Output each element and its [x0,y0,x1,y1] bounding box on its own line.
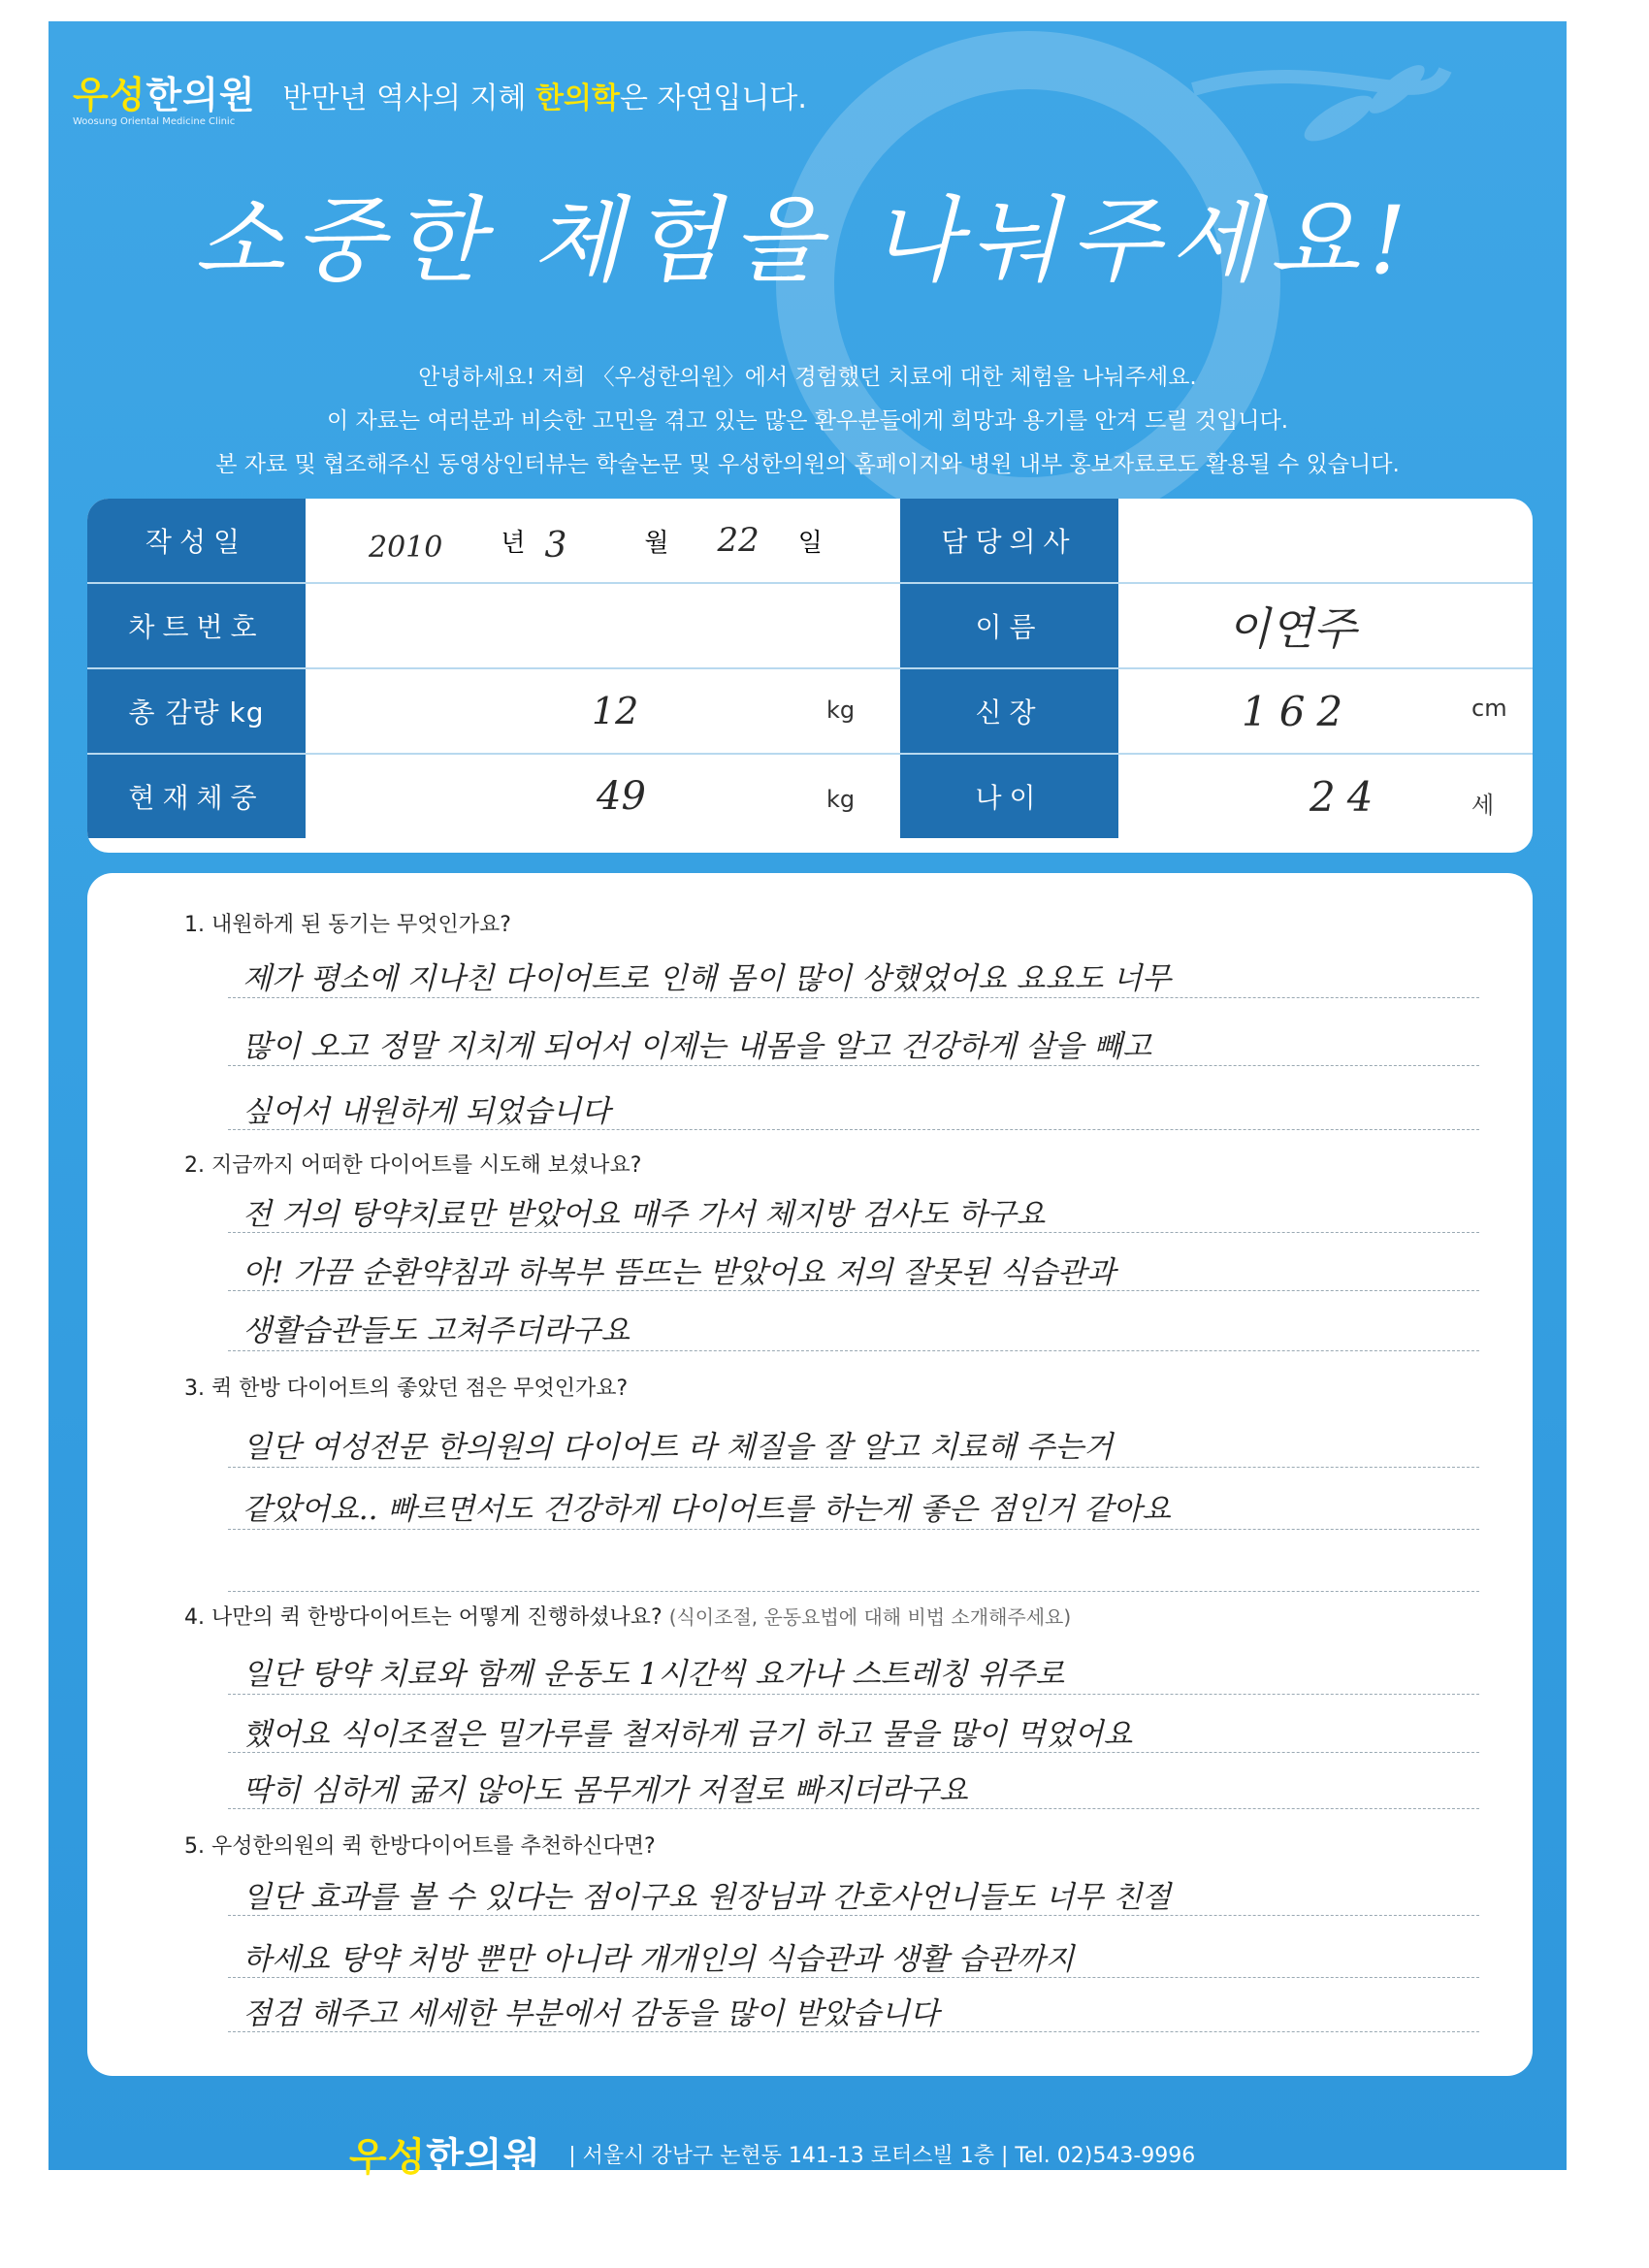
date-field[interactable]: 2010 년 3 월 22 일 [369,521,823,566]
answer-line[interactable]: 싶어서 내원하게 되었습니다 [242,1094,611,1129]
date-label: 작성일 [87,499,306,582]
answer-rule [228,997,1479,998]
answer-rule [228,1129,1479,1130]
answer-rule [228,1467,1479,1468]
answer-line[interactable]: 점검 해주고 세세한 부분에서 감동을 많이 받았습니다 [242,1996,939,2031]
intro-text [48,356,1567,487]
question-5: 5. 우성한의원의 퀵 한방다이어트를 추천하신다면? [184,1834,656,1859]
total-loss-label: 총 감량 kg [87,669,306,753]
height-field[interactable]: 162 [1242,687,1355,735]
footer [349,2126,1195,2182]
slogan: 반만년 역사의 지혜 한의학은 자연입니다. [282,81,807,115]
date-day: 22 [717,521,760,560]
question-2: 2. 지금까지 어떠한 다이어트를 시도해 보셨나요? [184,1153,642,1178]
footer-logo: 우성한의원 [349,2135,542,2180]
patient-info-table [87,499,1533,853]
logo-subtitle: Woosung Oriental Medicine Clinic [73,116,236,127]
intro-line: 안녕하세요! 저희 〈우성한의원〉에서 경험했던 치료에 대한 체험을 나눠주세요. [418,365,1197,390]
current-weight-label: 현재체중 [87,755,306,838]
info-row: 현재체중 49 kg 나이 24 세 [87,755,1533,838]
question-4: 4. 나만의 퀵 한방다이어트는 어떻게 진행하셨나요? (식이조절, 운동요법에 대해 비법 소개해주세요) [184,1605,1072,1630]
current-weight-field[interactable]: 49 [597,774,646,819]
name-field[interactable]: 이연주 [1227,602,1357,655]
answer-rule [228,1808,1479,1809]
answer-line[interactable]: 일단 여성전문 한의원의 다이어트 라 체질을 잘 알고 치료해 주는거 [242,1430,1114,1465]
answer-line[interactable]: 하세요 탕약 처방 뿐만 아니라 개개인의 식습관과 생활 습관까지 [242,1942,1075,1977]
answer-line[interactable]: 일단 탕약 치료와 함께 운동도 1시간씩 요가나 스트레칭 위주로 [242,1657,1065,1692]
answer-line[interactable]: 아! 가끔 순환약침과 하복부 뜸뜨는 받았어요 저의 잘못된 식습관과 [242,1255,1116,1290]
answer-rule [228,1350,1479,1351]
date-year: 2010 [369,530,443,565]
answer-rule [228,1977,1479,1978]
header [73,65,807,118]
question-1: 1. 내원하게 된 동기는 무엇인가요? [184,913,511,937]
clinic-address: | 서울시 강남구 논현동 141-13 로터스빌 1층 | Tel. 02)543-9996 [568,2144,1196,2168]
answer-rule [228,1694,1479,1695]
height-label: 신장 [900,669,1118,753]
name-label: 이름 [900,584,1118,667]
answer-line[interactable]: 딱히 심하게 굶지 않아도 몸무게가 저절로 빠지더라구요 [242,1773,968,1808]
total-loss-field[interactable]: 12 [592,690,639,732]
answer-line[interactable]: 같았어요.. 빠르면서도 건강하게 다이어트를 하는게 좋은 점인거 같아요 [242,1492,1172,1527]
question-3: 3. 퀵 한방 다이어트의 좋았던 점은 무엇인가요? [184,1377,629,1401]
age-label: 나이 [900,755,1118,838]
info-row [87,499,1533,584]
answer-rule [228,2031,1479,2032]
doctor-label: 담당의사 [900,499,1118,582]
answer-rule [228,1915,1479,1916]
age-field[interactable]: 24 [1310,772,1385,821]
answer-line[interactable]: 일단 효과를 볼 수 있다는 점이구요 원장님과 간호사언니들도 너무 친절 [242,1880,1172,1915]
answer-rule [228,1290,1479,1291]
info-row: 총 감량 kg 12 kg 신장 162 cm [87,669,1533,755]
experience-form-sheet [48,21,1567,2180]
answer-line[interactable]: 전 거의 탕약치료만 받았어요 매주 가서 체지방 검사도 하구요 [242,1197,1046,1232]
date-month: 3 [544,525,567,566]
info-row [87,584,1533,669]
questionnaire [87,873,1533,2076]
answer-line[interactable]: 생활습관들도 고쳐주더라구요 [242,1313,630,1348]
intro-line: 이 자료는 여러분과 비슷한 고민을 겪고 있는 많은 환우분들에게 희망과 용기를 안겨 드릴 것입니다. [326,408,1289,434]
chart-number-label: 차트번호 [87,584,306,667]
answer-rule [228,1065,1479,1066]
answer-rule [228,1232,1479,1233]
answer-rule [228,1591,1479,1592]
answer-line[interactable]: 많이 오고 정말 지치게 되어서 이제는 내몸을 알고 건강하게 살을 빼고 [242,1029,1152,1064]
answer-line[interactable]: 제가 평소에 지나친 다이어트로 인해 몸이 많이 상했었어요 요요도 너무 [242,961,1172,996]
page-title: 소중한 체험을 나눠주세요! [194,186,1416,295]
intro-line: 본 자료 및 협조해주신 동영상인터뷰는 학술논문 및 우성한의원의 홈페이지와 병원 내부 홍보자료로도 활용될 수 있습니다. [215,452,1400,477]
answer-line[interactable]: 했어요 식이조절은 밀가루를 철저하게 금기 하고 물을 많이 먹었어요 [242,1717,1133,1752]
answer-rule [228,1752,1479,1753]
answer-rule [228,1529,1479,1530]
clinic-logo: 우성한의원 [73,74,256,116]
